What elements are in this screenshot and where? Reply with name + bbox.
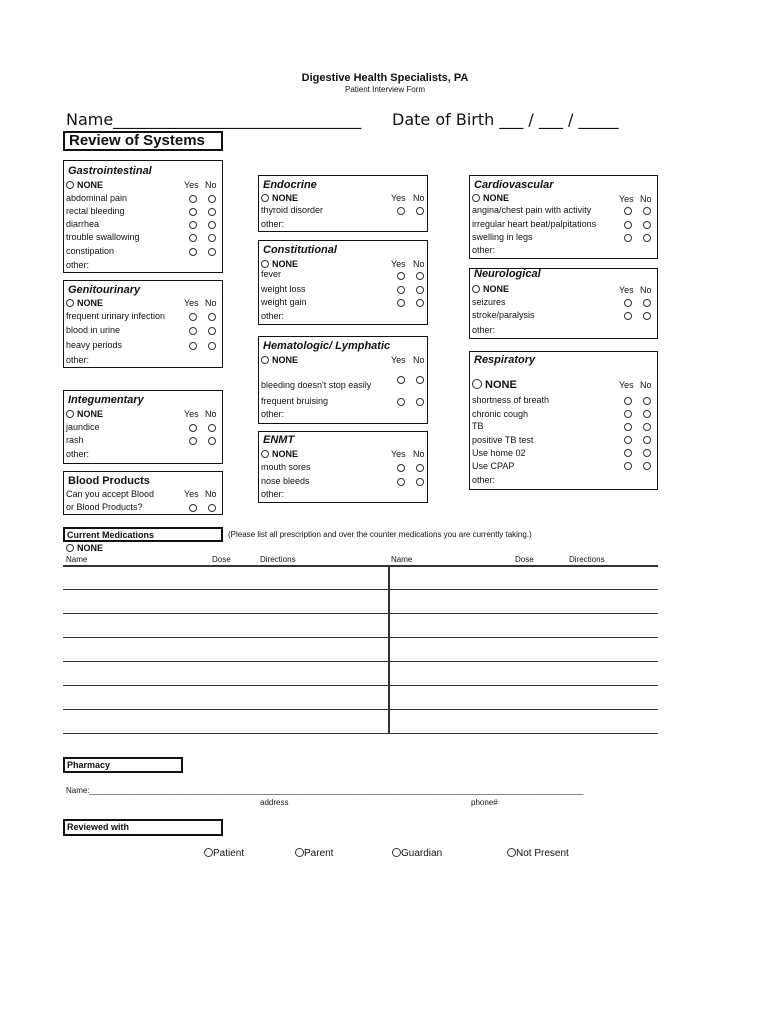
yes-radio[interactable] (397, 478, 405, 486)
radio-icon[interactable] (261, 450, 269, 458)
symptom-label: nose bleeds (261, 476, 310, 486)
section-title: Neurological (474, 268, 541, 280)
yes-header: Yes (184, 409, 199, 419)
other-field[interactable]: other: (472, 245, 496, 255)
practice-title: Digestive Health Specialists, PA (301, 72, 469, 84)
none-option[interactable]: NONE (261, 449, 298, 459)
symptom-label: swelling in legs (472, 232, 533, 242)
yes-radio[interactable] (189, 424, 197, 432)
other-field[interactable]: other: (472, 325, 496, 335)
no-radio[interactable] (416, 376, 424, 384)
none-option[interactable]: NONE (472, 193, 509, 203)
respiratory-section (469, 351, 658, 490)
yes-radio[interactable] (624, 221, 632, 229)
form-subtitle: Patient Interview Form (344, 85, 426, 94)
symptom-label: shortness of breath (472, 395, 550, 405)
enmt-section (258, 431, 428, 503)
symptom-label: irregular heart beat/palpitations (472, 219, 597, 229)
no-radio[interactable] (643, 234, 651, 242)
yes-header: Yes (184, 298, 199, 308)
pharmacy-label: Pharmacy (63, 757, 183, 773)
no-header: No (205, 489, 217, 499)
yes-radio[interactable] (624, 410, 632, 418)
yes-header: Yes (619, 194, 634, 204)
medication-row-line[interactable] (63, 709, 658, 710)
medication-row-line[interactable] (63, 685, 658, 686)
yes-header: Yes (184, 489, 199, 499)
no-radio[interactable] (208, 437, 216, 445)
no-radio[interactable] (416, 398, 424, 406)
yes-radio[interactable] (624, 462, 632, 470)
radio-icon[interactable] (261, 260, 269, 268)
no-radio[interactable] (208, 504, 216, 512)
other-field[interactable]: other: (261, 219, 285, 229)
yes-radio[interactable] (624, 207, 632, 215)
medications-instruction: (Please list all prescription and over the counter medications you are currently taking.) (228, 530, 532, 539)
none-option[interactable]: NONE (66, 298, 103, 308)
yes-radio[interactable] (189, 221, 197, 229)
no-radio[interactable] (643, 423, 651, 431)
medication-row-line[interactable] (63, 661, 658, 662)
no-radio[interactable] (208, 342, 216, 350)
symptom-label: stroke/paralysis (472, 310, 535, 320)
no-header: No (413, 449, 425, 459)
no-radio[interactable] (208, 248, 216, 256)
section-title: Cardiovascular (474, 179, 554, 191)
other-field[interactable]: other: (66, 355, 90, 365)
symptom-label: Use home 02 (472, 448, 526, 458)
section-title: Endocrine (263, 179, 317, 191)
dob-field[interactable]: Date of Birth ___ / ___ / _____ (392, 110, 619, 129)
no-header: No (413, 193, 425, 203)
symptom-label: bleeding doesn't stop easily (261, 380, 372, 390)
integumentary-section (63, 390, 223, 464)
pharmacy-address-label: address (260, 798, 289, 807)
symptom-label: chronic cough (472, 409, 529, 419)
no-radio[interactable] (208, 313, 216, 321)
symptom-label: blood in urine (66, 325, 121, 335)
col-name-left: Name (66, 555, 88, 564)
symptom-label: abdominal pain (66, 193, 128, 203)
radio-icon[interactable] (472, 285, 480, 293)
section-title: Hematologic/ Lymphatic (263, 340, 391, 352)
reviewed-guardian-option[interactable]: Guardian (392, 848, 442, 859)
no-radio[interactable] (208, 424, 216, 432)
blood-question-line1: Can you accept Blood (66, 489, 155, 499)
yes-radio[interactable] (189, 327, 197, 335)
no-header: No (205, 409, 217, 419)
genitourinary-section (63, 280, 223, 368)
no-radio[interactable] (416, 286, 424, 294)
none-option[interactable]: NONE (472, 284, 509, 294)
no-radio[interactable] (416, 272, 424, 280)
yes-header: Yes (184, 180, 199, 190)
yes-radio[interactable] (397, 398, 405, 406)
no-radio[interactable] (208, 221, 216, 229)
yes-radio[interactable] (189, 234, 197, 242)
medication-row-line[interactable] (63, 589, 658, 590)
no-radio[interactable] (208, 234, 216, 242)
no-radio[interactable] (643, 221, 651, 229)
yes-radio[interactable] (397, 376, 405, 384)
symptom-label: trouble swallowing (66, 232, 140, 242)
no-radio[interactable] (643, 410, 651, 418)
pharmacy-phone-label: phone# (471, 798, 498, 807)
symptom-label: constipation (66, 246, 115, 256)
symptom-label: rash (66, 435, 84, 445)
no-radio[interactable] (643, 312, 651, 320)
section-title: Genitourinary (68, 284, 141, 296)
medication-row-line[interactable] (63, 733, 658, 734)
symptom-label: Use CPAP (472, 461, 515, 471)
no-header: No (413, 355, 425, 365)
section-title: ENMT (263, 434, 295, 446)
other-field[interactable]: other: (261, 409, 285, 419)
yes-radio[interactable] (624, 436, 632, 444)
yes-radio[interactable] (624, 423, 632, 431)
section-title: Integumentary (68, 394, 144, 406)
radio-icon[interactable] (66, 410, 74, 418)
reviewed-patient-option[interactable]: Patient (204, 848, 244, 859)
yes-header: Yes (619, 380, 634, 390)
no-header: No (640, 285, 652, 295)
symptom-label: mouth sores (261, 462, 311, 472)
symptom-label: weight loss (261, 284, 306, 294)
yes-radio[interactable] (624, 312, 632, 320)
no-radio[interactable] (208, 195, 216, 203)
none-option[interactable]: NONE (261, 259, 298, 269)
yes-header: Yes (391, 193, 406, 203)
none-option[interactable]: NONE (472, 379, 517, 391)
radio-icon[interactable] (295, 848, 304, 857)
yes-radio[interactable] (189, 313, 197, 321)
col-directions-left: Directions (260, 555, 296, 564)
symptom-label: weight gain (261, 297, 307, 307)
yes-radio[interactable] (397, 286, 405, 294)
symptom-label: TB (472, 421, 484, 431)
no-radio[interactable] (416, 478, 424, 486)
yes-radio[interactable] (624, 299, 632, 307)
radio-icon[interactable] (472, 194, 480, 202)
yes-header: Yes (391, 355, 406, 365)
no-radio[interactable] (643, 436, 651, 444)
yes-radio[interactable] (624, 397, 632, 405)
section-title: Gastrointestinal (68, 165, 152, 177)
radio-icon[interactable] (261, 194, 269, 202)
reviewed-not-present-option[interactable]: Not Present (507, 848, 569, 859)
no-radio[interactable] (643, 462, 651, 470)
symptom-label: frequent urinary infection (66, 311, 166, 321)
other-field[interactable]: other: (66, 260, 90, 270)
no-radio[interactable] (643, 449, 651, 457)
section-title: Blood Products (68, 475, 150, 487)
yes-radio[interactable] (189, 504, 197, 512)
no-header: No (205, 298, 217, 308)
yes-radio[interactable] (189, 248, 197, 256)
none-option[interactable]: NONE (261, 193, 298, 203)
yes-radio[interactable] (397, 207, 405, 215)
no-header: No (640, 194, 652, 204)
no-radio[interactable] (416, 299, 424, 307)
medications-table-top (63, 565, 658, 567)
no-header: No (413, 259, 425, 269)
yes-radio[interactable] (624, 234, 632, 242)
no-radio[interactable] (208, 208, 216, 216)
radio-icon[interactable] (66, 299, 74, 307)
other-field[interactable]: other: (472, 475, 496, 485)
blood-products-section (63, 471, 223, 515)
medication-row-line[interactable] (63, 613, 658, 614)
symptom-label: heavy periods (66, 340, 123, 350)
reviewed-with-label: Reviewed with (63, 819, 223, 836)
yes-header: Yes (619, 285, 634, 295)
yes-radio[interactable] (397, 299, 405, 307)
yes-header: Yes (391, 259, 406, 269)
yes-radio[interactable] (189, 208, 197, 216)
no-radio[interactable] (416, 207, 424, 215)
blood-question-line2: or Blood Products? (66, 502, 143, 512)
radio-icon[interactable] (204, 848, 213, 857)
symptom-label: positive TB test (472, 435, 534, 445)
section-title: Constitutional (263, 244, 337, 256)
none-option[interactable]: NONE (66, 180, 103, 190)
symptom-label: diarrhea (66, 219, 100, 229)
symptom-label: rectal bleeding (66, 206, 125, 216)
current-medications-label: Current Medications (63, 527, 223, 542)
none-option[interactable]: NONE (261, 355, 298, 365)
review-of-systems-header: Review of Systems (63, 131, 223, 151)
radio-icon[interactable] (261, 356, 269, 364)
yes-header: Yes (391, 449, 406, 459)
cardiovascular-section (469, 175, 658, 259)
other-field[interactable]: other: (261, 489, 285, 499)
col-name-right: Name (391, 555, 413, 564)
medications-none-option[interactable]: NONE (66, 543, 103, 553)
yes-radio[interactable] (189, 342, 197, 350)
no-radio[interactable] (643, 207, 651, 215)
no-header: No (640, 380, 652, 390)
no-radio[interactable] (416, 464, 424, 472)
symptom-label: thyroid disorder (261, 205, 324, 215)
radio-icon[interactable] (66, 181, 74, 189)
no-header: No (205, 180, 217, 190)
yes-radio[interactable] (397, 272, 405, 280)
other-field[interactable]: other: (66, 449, 90, 459)
other-field[interactable]: other: (261, 311, 285, 321)
pharmacy-name-field[interactable]: Name:_______________________________________________________________________________________________________________ (66, 786, 584, 795)
no-radio[interactable] (208, 327, 216, 335)
reviewed-parent-option[interactable]: Parent (295, 848, 333, 859)
symptom-label: angina/chest pain with activity (472, 205, 592, 215)
name-field[interactable]: Name_______________________________ (66, 110, 362, 129)
radio-icon[interactable] (507, 848, 516, 857)
yes-radio[interactable] (624, 449, 632, 457)
radio-icon[interactable] (472, 379, 482, 389)
section-title: Respiratory (474, 354, 536, 366)
col-dose-right: Dose (515, 555, 534, 564)
no-radio[interactable] (643, 397, 651, 405)
col-dose-left: Dose (212, 555, 231, 564)
symptom-label: frequent bruising (261, 396, 329, 406)
radio-icon[interactable] (392, 848, 401, 857)
none-option[interactable]: NONE (66, 409, 103, 419)
endocrine-section (258, 175, 428, 232)
medication-row-line[interactable] (63, 637, 658, 638)
gastrointestinal-section (63, 160, 223, 273)
hematologic-lymphatic-section (258, 336, 428, 424)
symptom-label: fever (261, 269, 282, 279)
yes-radio[interactable] (189, 195, 197, 203)
constitutional-section (258, 240, 428, 325)
neurological-section (469, 268, 658, 339)
radio-icon[interactable] (66, 544, 74, 552)
yes-radio[interactable] (189, 437, 197, 445)
symptom-label: seizures (472, 297, 506, 307)
no-radio[interactable] (643, 299, 651, 307)
yes-radio[interactable] (397, 464, 405, 472)
symptom-label: jaundice (66, 422, 100, 432)
col-directions-right: Directions (569, 555, 605, 564)
